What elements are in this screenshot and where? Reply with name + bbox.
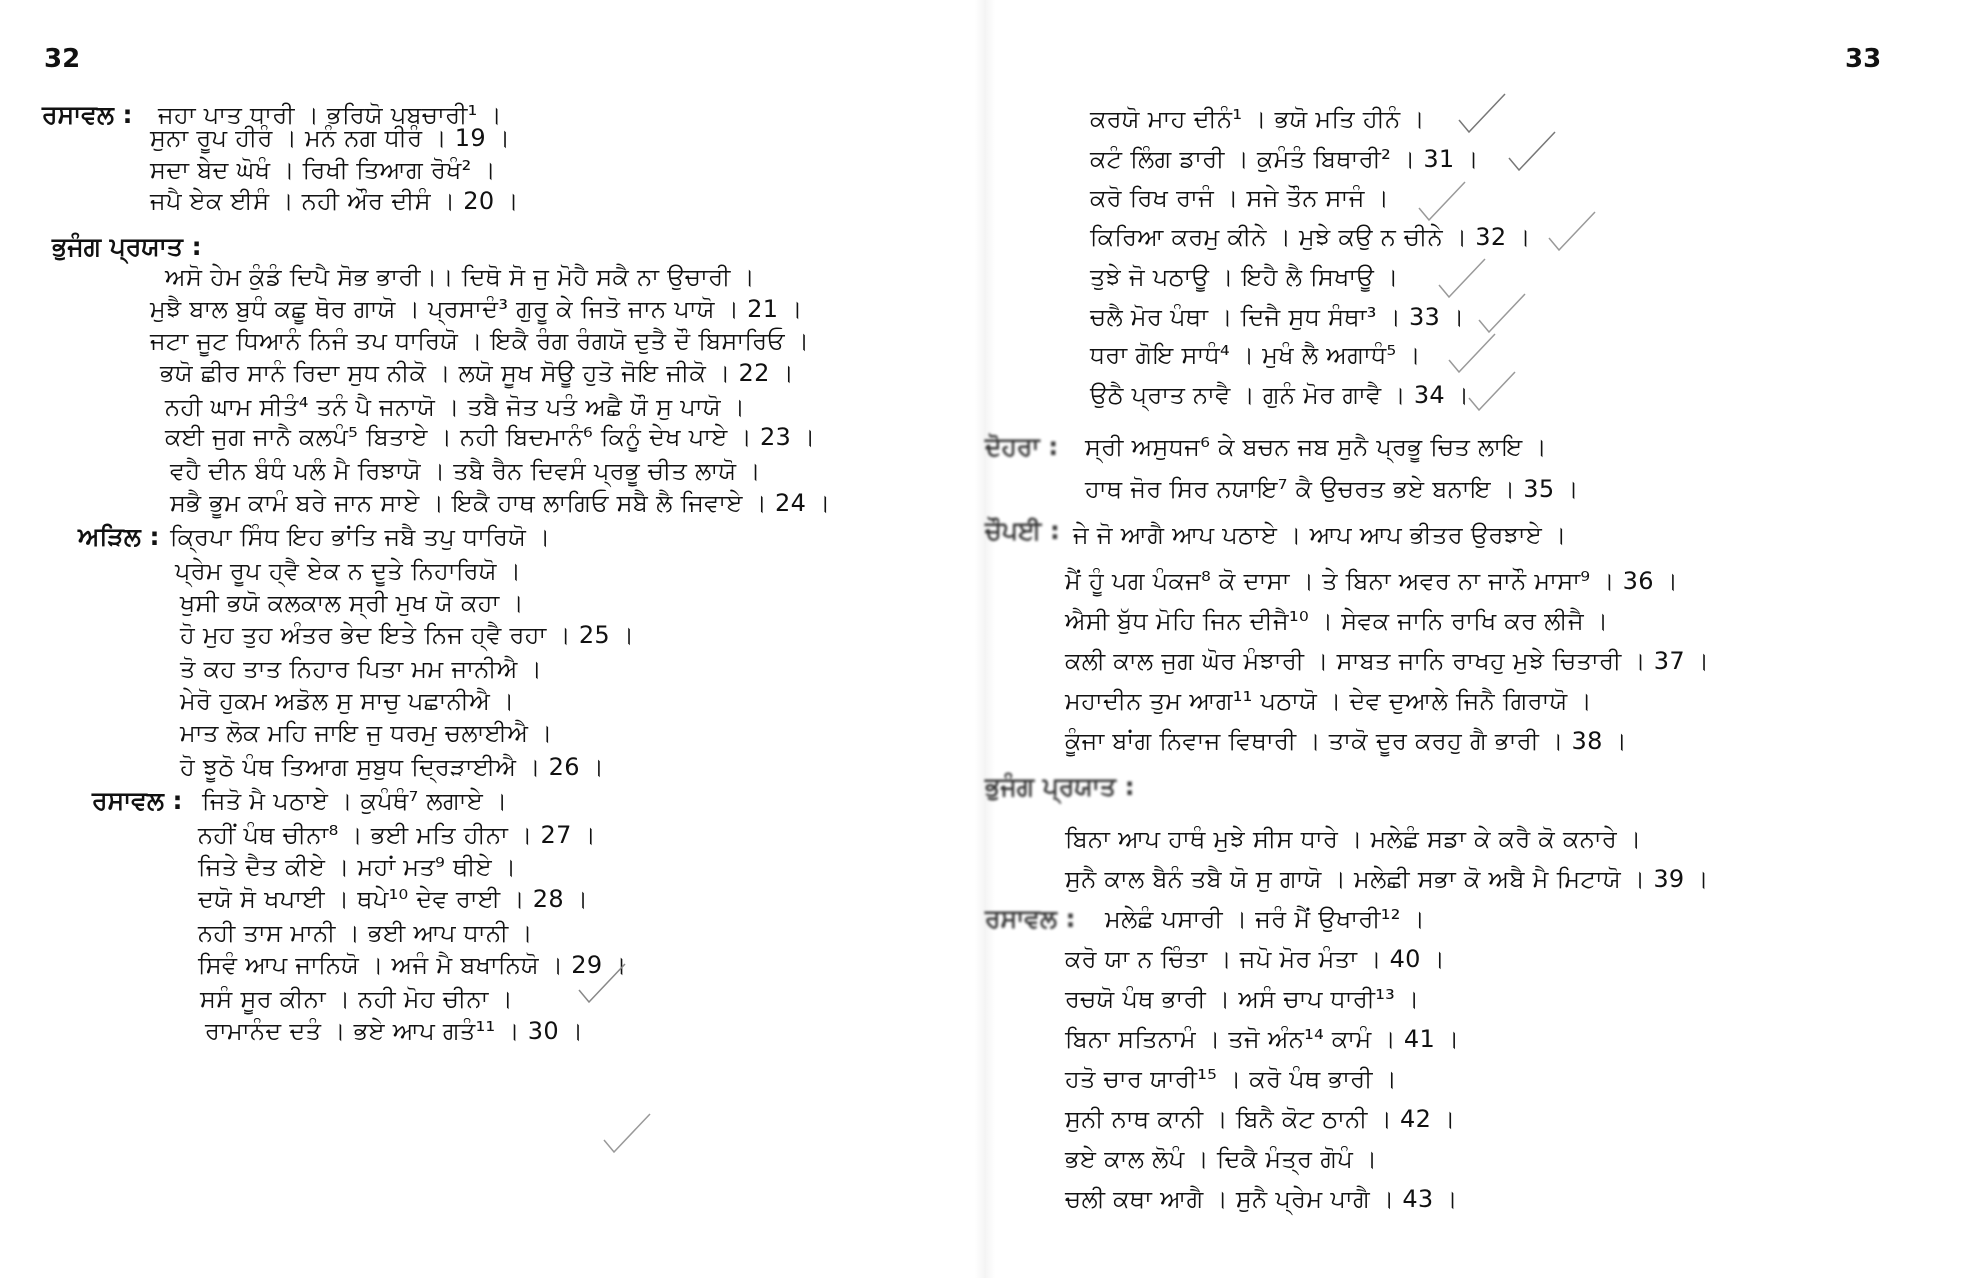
verse-line: ਐਸੀ ਬੁੱਧ ਮੋਹਿ ਜਿਨ ਦੀਜੈ¹⁰ । ਸੇਵਕ ਜਾਨਿ ਰਾਖਿ ਕਰ ਲੀਜੈ । [1065,607,1609,635]
verse-line: ਕਰੋ ਰਿਖ ਰਾਜੰ । ਸਜੇ ਤੌਨ ਸਾਜੰ । [1090,184,1390,212]
verse-line: ਹਤੋ ਚਾਰ ਯਾਰੀ¹⁵ । ਕਰੋ ਪੰਥ ਭਾਰੀ । [1065,1065,1398,1093]
verse-line: ਰਚਯੋ ਪੰਥ ਭਾਰੀ । ਅਸੰ ਚਾਪ ਧਾਰੀ¹³ । [1065,985,1420,1013]
verse-line: ਕੂੰਜਾ ਬਾਂਗ ਨਿਵਾਜ ਵਿਥਾਰੀ । ਤਾਕੋ ਦੂਰ ਕਰਹੁ ਗੈ ਭਾਰੀ । 38 । [1065,727,1628,755]
verse-line: ਕਿਰਿਆ ਕਰਮੁ ਕੀਨੇ । ਮੁਝੇ ਕਉ ਨ ਚੀਨੇ । 32 । [1090,223,1531,251]
verse-line: ਧਰਾ ਗੋਇ ਸਾਧੰ⁴ । ਮੁਖੰ ਲੈ ਅਗਾਧੰ⁵ । [1090,341,1421,369]
verse-line: ਮੇਰੋ ਹੁਕਮ ਅਡੋਲ ਸੁ ਸਾਚੁ ਪਛਾਨੀਐ । [180,687,515,715]
right-page [985,0,1970,1278]
verse-line: ਕ੍ਰਿਪਾ ਸਿੰਧ ਇਹ ਭਾਂਤਿ ਜਬੈ ਤਪੁ ਧਾਰਿਯੋ । [170,523,551,551]
verse-line: ਸਸੰ ਸੂਰ ਕੀਨਾ । ਨਹੀ ਮੋਹ ਚੀਨਾ । [200,985,514,1013]
verse-line: ਮੁਝੈ ਬਾਲ ਬੁਧੰ ਕਛੂ ਥੋਰ ਗਾਯੋ । ਪ੍ਰਸਾਦੰ³ ਗੁਰੂ ਕੇ ਜਿਤੋ ਜਾਨ ਪਾਯੋ । 21 । [150,295,803,323]
verse-line: ਚਲੈ ਮੋਰ ਪੰਥਾ । ਦਿਜੈ ਸੁਧ ਸੰਥਾ³ । 33 । [1090,303,1465,331]
verse-line: ਮੈਂ ਹੂੰ ਪਗ ਪੰਕਜ⁸ ਕੋ ਦਾਸਾ । ਤੇ ਬਿਨਾ ਅਵਰ ਨਾ ਜਾਨੌ ਮਾਸਾ⁹ । 36 । [1065,567,1679,595]
verse-line: ਹੋ ਮੁਹ ਤੁਹ ਅੰਤਰ ਭੇਦ ਇਤੇ ਨਿਜ ਹ੍ਵੈ ਰਹਾ । 25 । [180,621,635,649]
verse-line: ਸਦਾ ਬੇਦ ਘੋਖੰ । ਰਿਖੀ ਤਿਆਗ ਰੋਖੰ² । [150,156,496,184]
verse-line: ਜਿਤੋ ਮੈ ਪਠਾਏ । ਕੁਪੰਥੰ⁷ ਲਗਾਏ । [202,787,508,815]
verse-line: ਅਸੋ ਹੇਮ ਕੁੰਡੰ ਦਿਪੈ ਸੋਭ ਭਾਰੀ।। ਦਿਥੋ ਸੋ ਜੁ ਮੋਹੈ ਸਕੈ ਨਾ ਉਚਾਰੀ । [165,263,756,291]
section-heading: ਚੌਪਈ : [985,516,1060,545]
verse-line: ਜੇ ਜੋ ਆਗੈ ਆਪ ਪਠਾਏ । ਆਪ ਆਪ ਭੀਤਰ ਉਰਝਾਏ । [1073,521,1567,549]
verse-line: ਮਲੇਛੰ ਪਸਾਰੀ । ਜਰੰ ਮੈਂ ਉਖਾਰੀ¹² । [1105,905,1426,933]
verse-line: ਜਪੈ ਏਕ ਈਸੰ । ਨਹੀ ਔਰ ਦੀਸੰ । 20 । [150,187,519,215]
verse-line: ਮਾਤ ਲੋਕ ਮਹਿ ਜਾਇ ਜੁ ਧਰਮੁ ਚਲਾਈਐ । [180,719,553,747]
section-heading: ਰਸਾਵਲ : [92,786,183,815]
verse-line: ਭਯੋ ਛੀਰ ਸਾਨੰ ਰਿਦਾ ਸੁਧ ਨੀਕੋ । ਲਯੋ ਸੂਖ ਸੋਊ ਹੁਤੋ ਜੋਇ ਜੀਕੋ । 22 । [160,359,795,387]
verse-line: ਸੁਨੀ ਨਾਥ ਕਾਨੀ । ਬਿਨੈ ਕੋਟ ਠਾਨੀ । 42 । [1065,1105,1456,1133]
verse-line: ਸਿਵੰ ਆਪ ਜਾਨਿਯੋ । ਅਜੰ ਮੈ ਬਖਾਨਿਯੋ । 29 । [198,951,627,979]
verse-line: ਨਹੀਂ ਪੰਥ ਚੀਨਾ⁸ । ਭਈ ਮਤਿ ਹੀਨਾ । 27 । [198,821,597,849]
verse-line: ਨਹੀ ਘਾਮ ਸੀਤੰ⁴ ਤਨੰ ਪੈ ਜਨਾਯੋ । ਤਬੈ ਜੋਤ ਪਤੰ ਅਛੈ ਯੌ ਸੁ ਪਾਯੋ । [165,393,746,421]
pencil-checkmark-icon [1545,208,1605,258]
verse-line: ਕਈ ਜੁਗ ਜਾਨੈ ਕਲਪੰ⁵ ਬਿਤਾਏ । ਨਹੀ ਬਿਦਮਾਨੰ⁶ ਕਿਨੂੰ ਦੇਖ ਪਾਏ । 23 । [165,423,816,451]
verse-line: ਭਏ ਕਾਲ ਲੋਪੰ । ਦਿਕੈ ਮੰਤ੍ਰ ਗੋਪੰ । [1065,1145,1378,1173]
verse-line: ਉਠੈ ਪ੍ਰਾਤ ਨਾਵੈ । ਗੁਨੰ ਮੋਰ ਗਾਵੈ । 34 । [1090,381,1470,409]
verse-line: ਸ੍ਰੀ ਅਸੁਧਜ⁶ ਕੇ ਬਚਨ ਜਬ ਸੁਨੈ ਪ੍ਰਭੂ ਚਿਤ ਲਾਇ । [1085,433,1547,461]
pencil-checkmark-icon [1505,128,1565,178]
verse-line: ਸੁਨੈ ਕਾਲ ਬੈਨੰ ਤਬੈ ਯੋ ਸੁ ਗਾਯੋ । ਮਲੇਛੀ ਸਭਾ ਕੋ ਅਬੈ ਮੈ ਮਿਟਾਯੋ । 39 । [1065,865,1709,893]
section-heading: ਦੋਹਰਾ : [985,432,1059,461]
verse-line: ਰਾਮਾਨੰਦ ਦਤੰ । ਭਏ ਆਪ ਗਤੰ¹¹ । 30 । [205,1017,584,1045]
verse-line: ਸਭੈ ਭੂਮ ਕਾਮੰ ਬਰੇ ਜਾਨ ਸਾਏ । ਇਕੈ ਹਾਥ ਲਾਗਿਓ ਸਬੈ ਲੈ ਜਿਵਾਏ । 24 । [170,489,831,517]
verse-line: ਹੋ ਝੂਠੋ ਪੰਥ ਤਿਆਗ ਸੁਬੁਧ ਦ੍ਰਿੜਾਈਐ । 26 । [180,753,605,781]
verse-line: ਬਿਨਾ ਸਤਿਨਾਮੰ । ਤਜੋ ਅੰਨ¹⁴ ਕਾਮੰ । 41 । [1065,1025,1460,1053]
pencil-checkmark-icon [600,1110,660,1160]
verse-line: ਕਰੋ ਯਾ ਨ ਚਿੰਤਾ । ਜਪੋ ਮੋਰ ਮੰਤਾ । 40 । [1065,945,1446,973]
verse-line: ਬਿਨਾ ਆਪ ਹਾਥੰ ਮੁਝੇ ਸੀਸ ਧਾਰੇ । ਮਲੇਛੰ ਸਡਾ ਕੇ ਕਰੈ ਕੋ ਕਨਾਰੇ । [1065,825,1642,853]
verse-line: ਨਹੀ ਤਾਸ ਮਾਨੀ । ਭਈ ਆਪ ਧਾਨੀ । [198,919,533,947]
verse-line: ਕਟੰ ਲਿੰਗ ਡਾਰੀ । ਕੁਮੰਤੰ ਬਿਥਾਰੀ² । 31 । [1090,145,1479,173]
verse-line: ਤੁਝੇ ਜੋ ਪਠਾਊ । ਇਹੈ ਲੈ ਸਿਖਾਊ । [1090,263,1399,291]
pencil-checkmark-icon [575,960,635,1010]
verse-line: ਕਰਯੋ ਮਾਹ ਦੀਨੰ¹ । ਭਯੋ ਮਤਿ ਹੀਨੰ । [1090,105,1425,133]
verse-line: ਮਹਾਦੀਨ ਤੁਮ ਆਗ¹¹ ਪਠਾਯੋ । ਦੇਵ ਦੁਆਲੇ ਜਿਨੈ ਗਿਰਾਯੋ । [1065,687,1592,715]
verse-line: ਜਿਤੇ ਦੈਤ ਕੀਏ । ਮਹਾਂ ਮਤ⁹ ਥੀਏ । [198,853,517,881]
verse-line: ਚਲੀ ਕਥਾ ਆਗੈ । ਸੁਨੈ ਪ੍ਰੇਮ ਪਾਗੈ । 43 । [1065,1185,1458,1213]
verse-line: ਵਹੈ ਦੀਨ ਬੰਧੰ ਪਲੰ ਮੈ ਰਿਝਾਯੋ । ਤਬੈ ਰੈਨ ਦਿਵਸੰ ਪ੍ਰਭੂ ਚੀਤ ਲਾਯੋ । [170,457,761,485]
verse-line: ਪ੍ਰੇਮ ਰੂਪ ਹ੍ਵੈ ਏਕ ਨ ਦੂਤੇ ਨਿਹਾਰਿਯੋ । [175,557,522,585]
section-heading: ਭੁਜੰਗ ਪ੍ਰਯਾਤ : [985,772,1135,801]
section-heading: ਭੁਜੰਗ ਪ੍ਰਯਾਤ : [52,232,202,261]
verse-line: ਖੁਸੀ ਭਯੋ ਕਲਕਾਲ ਸ੍ਰੀ ਮੁਖ ਯੋ ਕਹਾ । [180,589,524,617]
verse-line: ਸੁਨਾ ਰੂਪ ਹੀਰੰ । ਮਨੰ ਨਗ ਧੀਰੰ । 19 । [150,124,511,152]
page-number: 33 [1845,44,1882,74]
section-heading: ਅੜਿਲ : [78,522,160,551]
section-heading: ਰਸਾਵਲ : [42,100,133,129]
verse-line: ਤੋ ਕਹ ਤਾਤ ਨਿਹਾਰ ਪਿਤਾ ਮਮ ਜਾਨੀਐ । [180,655,543,683]
verse-line: ਜਟਾ ਜੂਟ ਧਿਆਨੰ ਨਿਜੰ ਤਪ ਧਾਰਿਯੋ । ਇਕੈ ਰੰਗ ਰੰਗਯੋ ਦੁਤੈ ਦੌ ਬਿਸਾਰਿਓ । [150,327,810,355]
verse-line: ਦਯੋ ਸੋ ਖਪਾਈ । ਥਪੇ¹⁰ ਦੇਵ ਰਾਈ । 28 । [198,885,589,913]
page-number: 32 [44,44,81,74]
pencil-checkmark-icon [1415,178,1475,228]
verse-line: ਜਹਾ ਪਾਤ ਧਾਰੀ । ਭਰਿਯੋ ਪਬਚਾਰੀ¹ । [158,101,502,129]
verse-line: ਕਲੀ ਕਾਲ ਜੁਗ ਘੋਰ ਮੰਝਾਰੀ । ਸਾਬਤ ਜਾਨਿ ਰਾਖਹੁ ਮੁਝੇ ਚਿਤਾਰੀ । 37 । [1065,647,1710,675]
section-heading: ਰਸਾਵਲ : [985,904,1076,933]
verse-line: ਹਾਥ ਜੋਰ ਸਿਰ ਨਯਾਇ⁷ ਕੈ ਉਚਰਤ ਭਏ ਬਨਾਇ । 35 । [1085,475,1579,503]
pencil-checkmark-icon [1465,368,1525,418]
